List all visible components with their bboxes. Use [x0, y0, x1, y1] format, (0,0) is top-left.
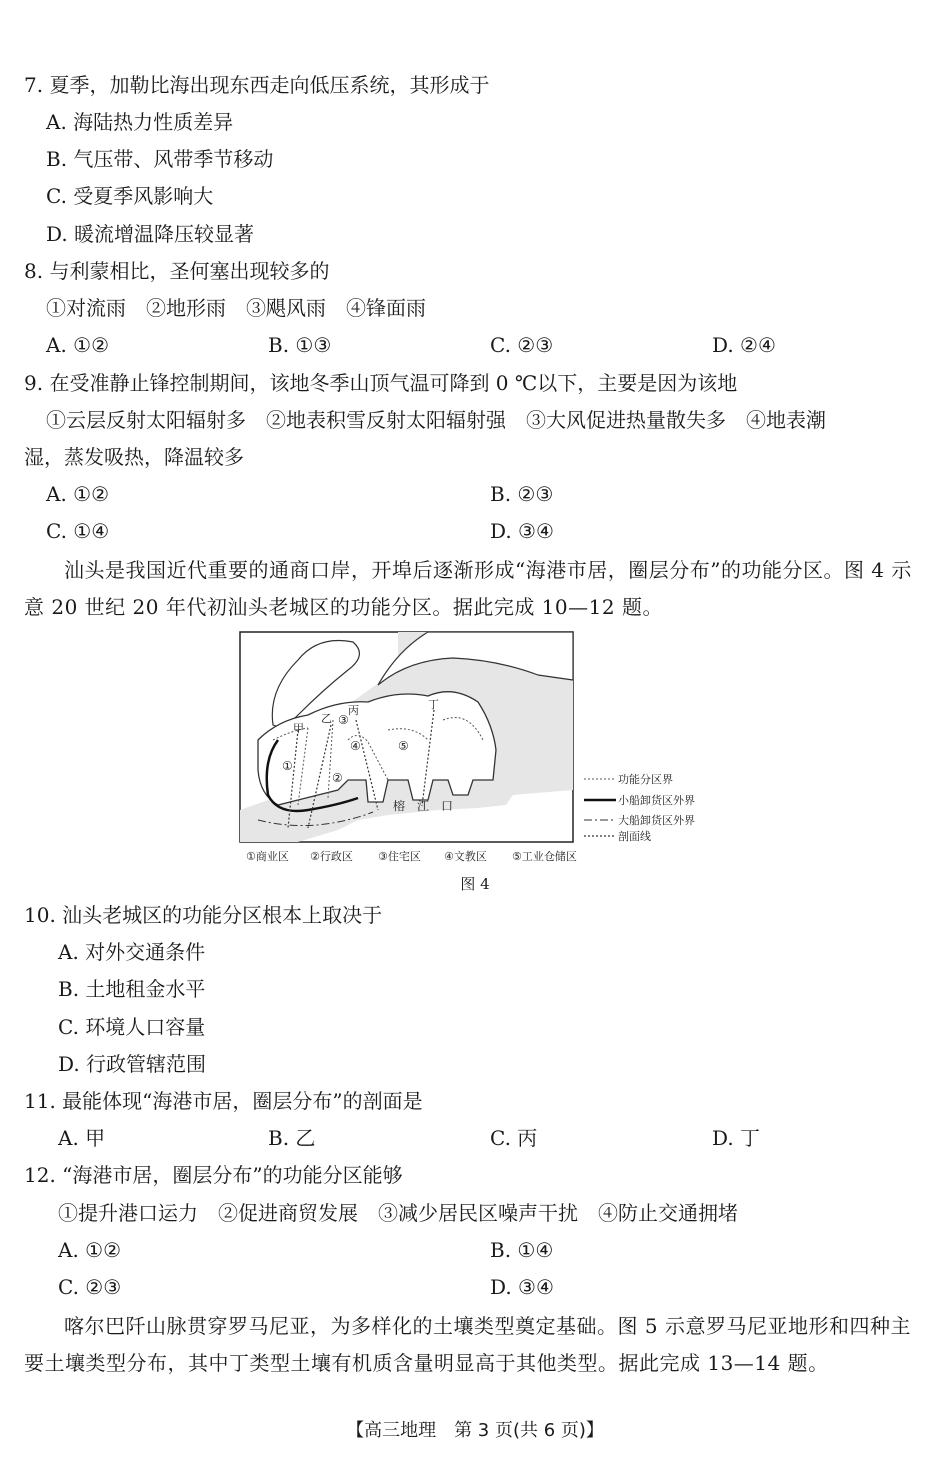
- question-11-option-a: A. 甲: [58, 1126, 106, 1150]
- question-12-option-a: A. ①②: [58, 1238, 122, 1262]
- question-11-option-c: C. 丙: [490, 1126, 538, 1150]
- question-8-option-a: A. ①②: [46, 333, 110, 357]
- legend-small-boat: 小船卸货区外界: [618, 794, 695, 807]
- figure-4-svg: [238, 630, 713, 866]
- figure-4-map: [238, 630, 713, 866]
- question-9-option-c: C. ①④: [46, 519, 110, 543]
- zone-key-1: ①商业区: [246, 850, 289, 863]
- zone-number-3: ③: [338, 713, 349, 727]
- question-9-stem: 9. 在受准静止锋控制期间，该地冬季山顶气温可降到 0 ℃以下，主要是因为该地: [24, 371, 738, 395]
- question-8-items: ①对流雨 ②地形雨 ③飓风雨 ④锋面雨: [46, 296, 426, 320]
- legend-zone-boundary: 功能分区界: [618, 773, 673, 786]
- zone-number-1: ①: [282, 759, 293, 773]
- zone-key-4: ④文教区: [444, 850, 487, 863]
- zone-number-2: ②: [332, 771, 343, 785]
- question-12-items: ①提升港口运力 ②促进商贸发展 ③减少居民区噪声干扰 ④防止交通拥堵: [58, 1201, 738, 1225]
- section-label-yi: 乙: [321, 712, 332, 725]
- question-10-option-b: B. 土地租金水平: [58, 977, 206, 1001]
- question-9-items-line-1: ①云层反射太阳辐射多 ②地表积雪反射太阳辐射强 ③大风促进热量散失多 ④地表潮: [46, 408, 826, 432]
- question-10-option-a: A. 对外交通条件: [58, 940, 206, 964]
- question-9-option-b: B. ②③: [490, 482, 554, 506]
- question-8-stem: 8. 与利蒙相比，圣何塞出现较多的: [24, 259, 330, 283]
- section-label-bing: 丙: [348, 704, 359, 717]
- question-7-option-a: A. 海陆热力性质差异: [46, 110, 234, 134]
- zone-number-4: ④: [350, 739, 361, 753]
- question-11-option-b: B. 乙: [268, 1126, 316, 1150]
- question-7-stem: 7. 夏季，加勒比海出现东西走向低压系统，其形成于: [24, 73, 490, 97]
- section-label-jia: 甲: [293, 722, 304, 735]
- question-12-option-c: C. ②③: [58, 1275, 122, 1299]
- question-8-option-c: C. ②③: [490, 333, 554, 357]
- zone-key-3: ③住宅区: [378, 850, 421, 863]
- zone-key-2: ②行政区: [310, 850, 353, 863]
- question-10-option-c: C. 环境人口容量: [58, 1015, 206, 1039]
- legend-large-boat: 大船卸货区外界: [618, 814, 695, 827]
- harbor-label: 榕 江 口: [393, 799, 454, 813]
- question-11-stem: 11. 最能体现“海港市居，圈层分布”的剖面是: [24, 1089, 423, 1113]
- question-9-option-a: A. ①②: [46, 482, 110, 506]
- question-8-option-b: B. ①③: [268, 333, 332, 357]
- question-7-option-d: D. 暖流增温降压较显著: [46, 222, 255, 246]
- zone-key-5: ⑤工业仓储区: [512, 850, 577, 863]
- zone-number-5: ⑤: [398, 739, 409, 753]
- figure-4-caption: 图 4: [460, 875, 490, 893]
- question-9-items-line-2: 湿，蒸发吸热，降温较多: [24, 445, 244, 469]
- question-8-option-d: D. ②④: [712, 333, 776, 357]
- question-12-option-b: B. ①④: [490, 1238, 554, 1262]
- question-7-option-b: B. 气压带、风带季节移动: [46, 147, 274, 171]
- question-9-option-d: D. ③④: [490, 519, 554, 543]
- passage-shantou: 汕头是我国近代重要的通商口岸，开埠后逐渐形成“海港市居，圈层分布”的功能分区。图 4 示意 20 世纪 20 年代初汕头老城区的功能分区。据此完成 10—12 题。: [24, 558, 912, 619]
- question-7-option-c: C. 受夏季风影响大: [46, 184, 214, 208]
- question-11-option-d: D. 丁: [712, 1126, 761, 1150]
- question-12-stem: 12. “海港市居，圈层分布”的功能分区能够: [24, 1163, 403, 1187]
- section-label-ding: 丁: [428, 698, 439, 711]
- question-10-stem: 10. 汕头老城区的功能分区根本上取决于: [24, 903, 383, 927]
- legend-section: 剖面线: [618, 830, 651, 843]
- passage-romania: 喀尔巴阡山脉贯穿罗马尼亚，为多样化的土壤类型奠定基础。图 5 示意罗马尼亚地形和四种主要土壤类型分布，其中丁类型土壤有机质含量明显高于其他类型。据此完成 13—14 题。: [24, 1314, 911, 1375]
- page-footer: 【高三地理 第 3 页(共 6 页)】: [346, 1420, 604, 1441]
- question-10-option-d: D. 行政管辖范围: [58, 1052, 207, 1076]
- question-12-option-d: D. ③④: [490, 1275, 554, 1299]
